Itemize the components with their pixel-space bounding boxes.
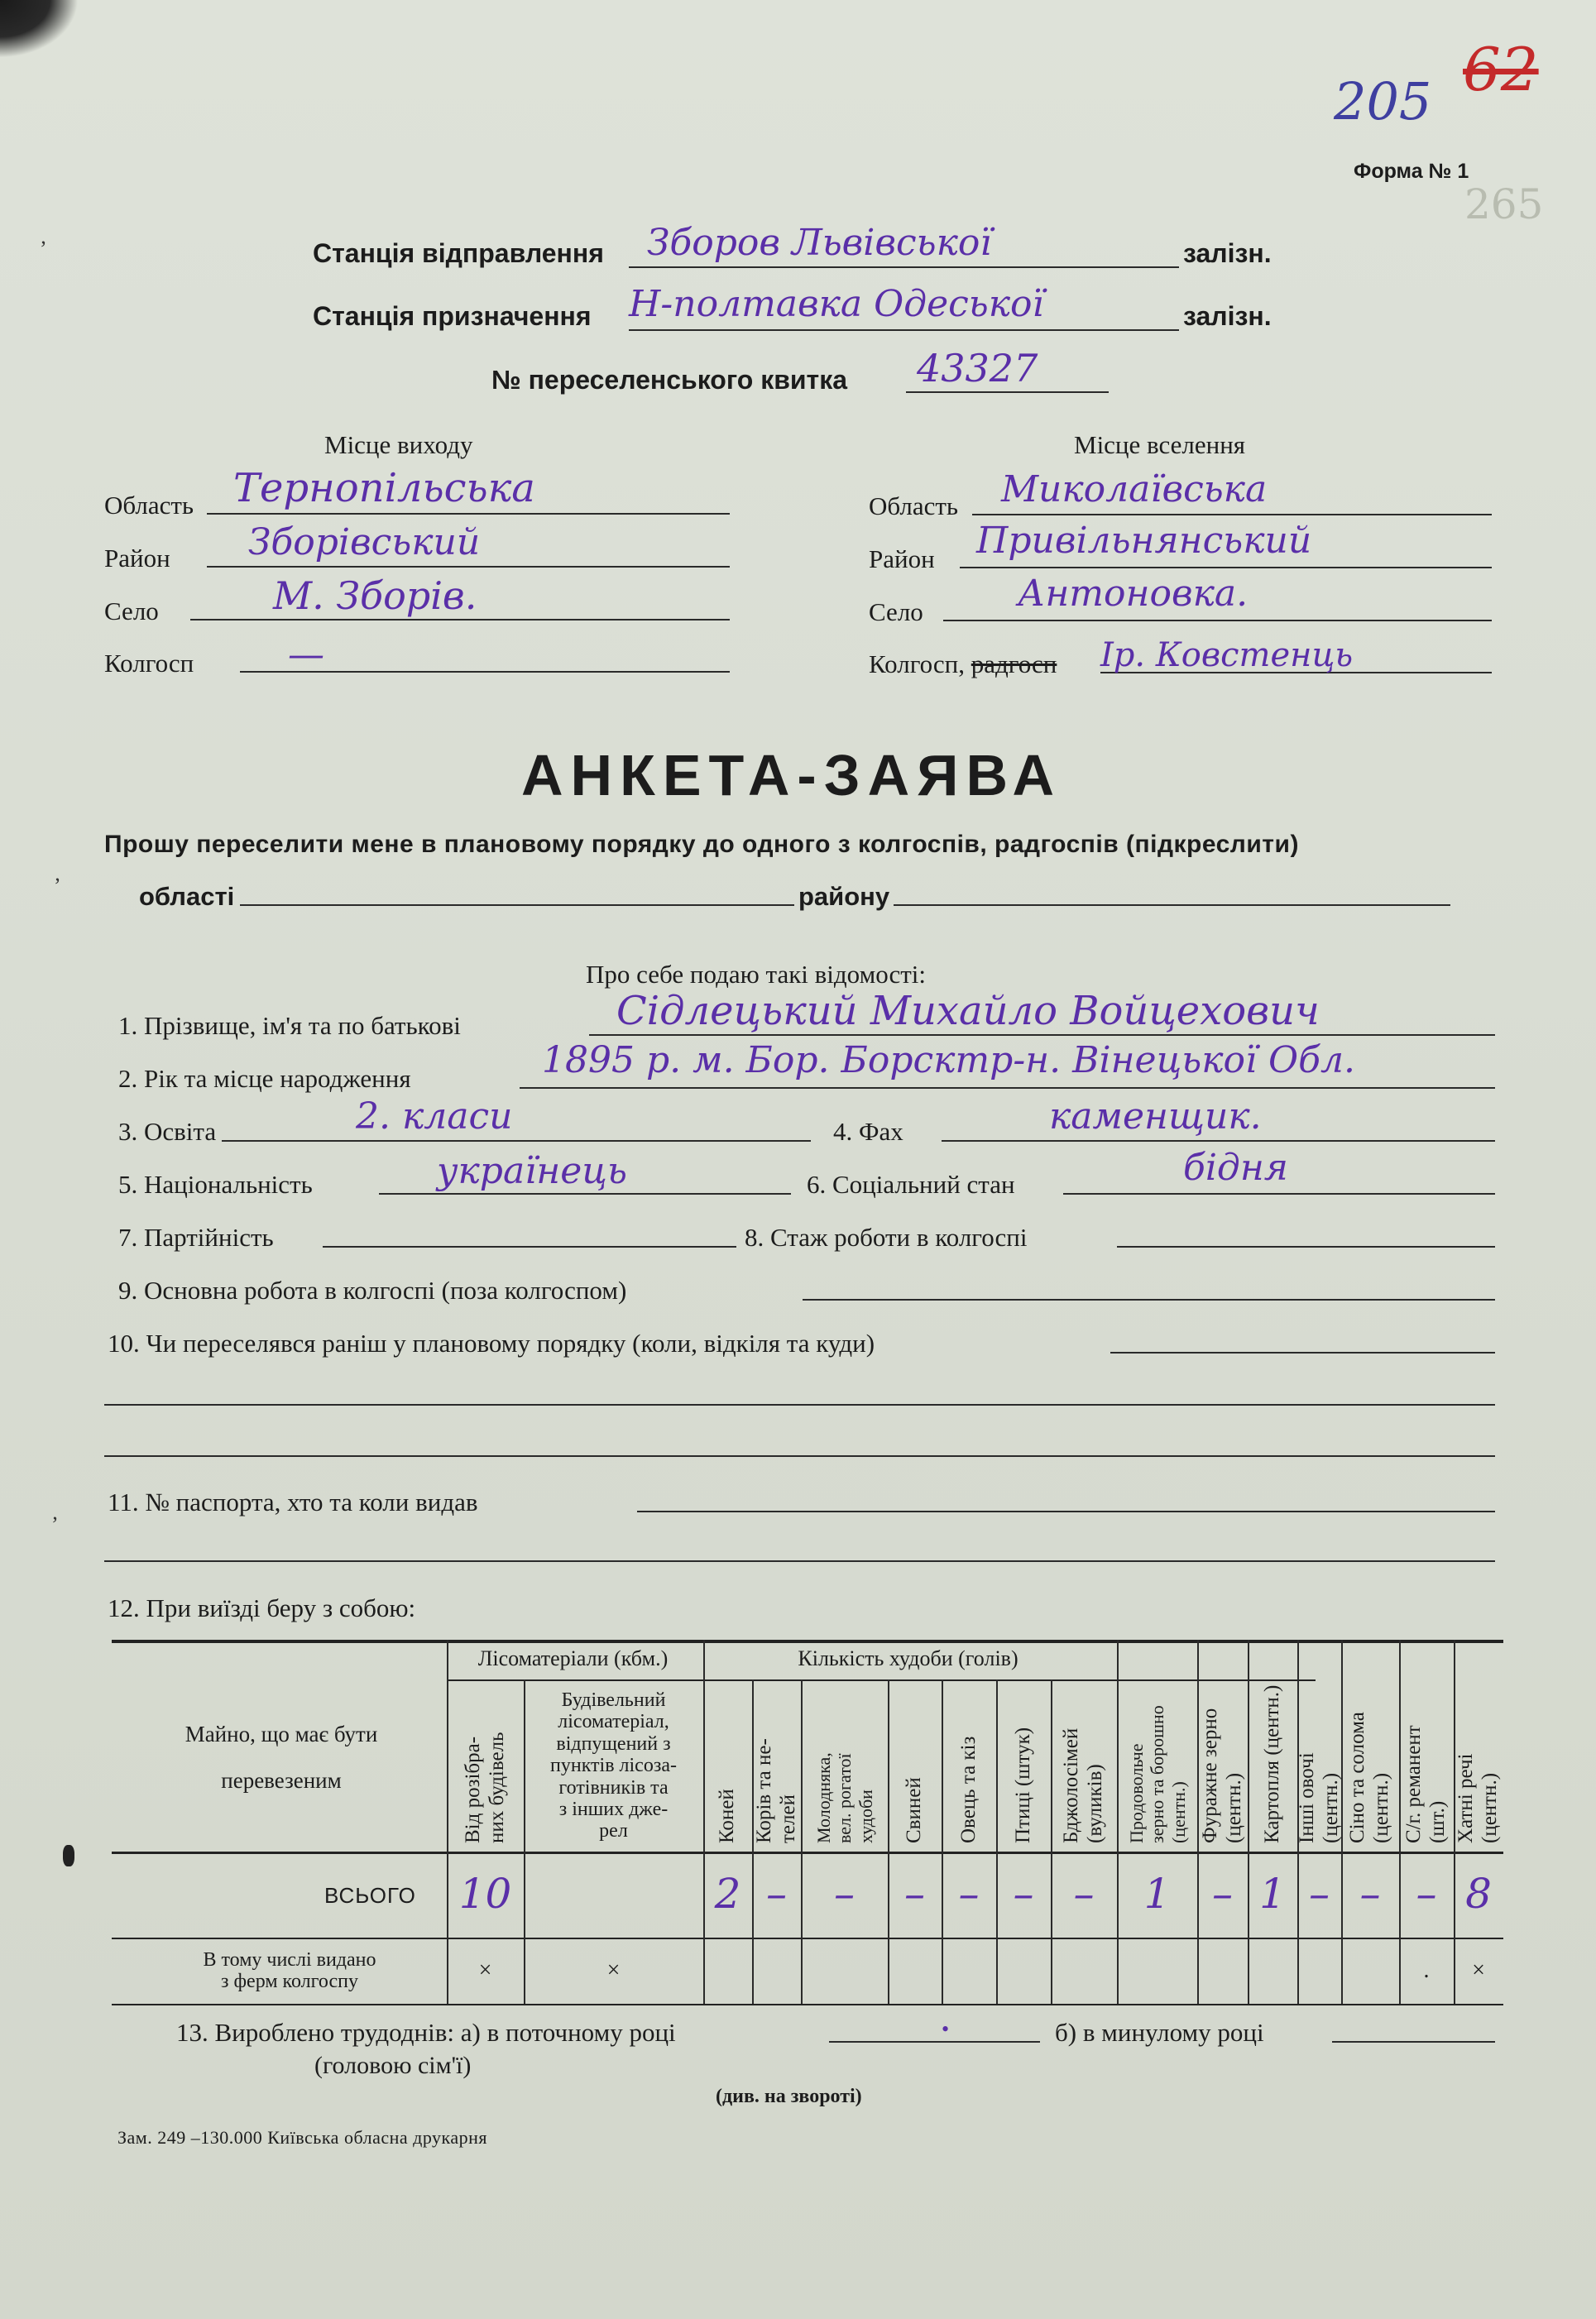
column-header-6: Свиней (903, 1777, 926, 1843)
request-raion: району (798, 882, 890, 911)
column-header-9: Бджолосімей (вуликів) (1060, 1727, 1106, 1843)
field-6-label: 6. Соціальний стан (807, 1170, 1015, 1199)
crossed-number: 62 (1463, 35, 1539, 104)
dest-raion-label: Район (869, 544, 935, 573)
dest-selo-label: Село (869, 597, 923, 626)
field-9-label: 9. Основна робота в колгоспі (поза колгоспом) (118, 1276, 627, 1305)
ticket-label: № переселенського квитка (491, 365, 848, 395)
table-grid-line (888, 1679, 889, 2004)
column-header-2: Будівельний лісоматеріал, відпущений з пунктів лісоза- готівників та з інших дже- рел (550, 1689, 677, 1842)
form-title: АНКЕТА-ЗАЯВА (521, 743, 1062, 807)
origin-kolhosp-value: — (288, 634, 324, 676)
destination-heading: Місце вселення (1074, 430, 1246, 459)
dest-kolhosp-value: Ір. Ковстенць (1100, 636, 1354, 674)
dest-kolhosp-struck: радгосп (971, 649, 1057, 678)
row-total-cell-13: – (1309, 1870, 1330, 1918)
column-header-15: С/г. реманент (шт.) (1402, 1725, 1449, 1843)
column-header-11: Фуражне зерно (центн.) (1198, 1708, 1245, 1843)
rail-suffix-2: залізн. (1183, 301, 1272, 331)
row-total-cell-7: – (958, 1870, 980, 1918)
column-header-5: Молодняка, вел. рогатої худоби (812, 1752, 876, 1843)
labor-line-a: 13. Вироблено трудоднів: а) в поточному році (176, 2018, 676, 2047)
row-total-cell-9: – (1073, 1870, 1095, 1918)
printer-info: Зам. 249 –130.000 Київська обласна друкарня (117, 2127, 488, 2148)
table-grid-line (524, 1679, 525, 2004)
dest-oblast-value: Миколаївська (1001, 468, 1268, 510)
row-total-cell-3: 2 (714, 1870, 741, 1918)
field-2-label: 2. Рік та місце народження (118, 1064, 411, 1093)
table-grid-line (1341, 1640, 1343, 2004)
ticket-value: 43327 (917, 346, 1038, 390)
row-total-cell-5: – (834, 1870, 855, 1918)
column-header-13: Інші овочі (центн.) (1295, 1752, 1342, 1843)
row-total-label: ВСЬОГО (324, 1883, 416, 1908)
request-line: Прошу переселити мене в плановому порядку до одного з колгоспів, радгоспів (підкреслити) (104, 831, 1299, 858)
rail-suffix-1: залізн. (1183, 238, 1272, 268)
origin-selo-value: М. Зборів. (273, 573, 477, 618)
column-header-14: Сіно та солома (центн.) (1346, 1712, 1392, 1843)
field-2-value: 1895 р. м. Бор. Борсктр-н. Вінецької Обл. (542, 1039, 1355, 1081)
table-grid-line (801, 1679, 803, 2004)
row-total-cell-12: 1 (1259, 1870, 1286, 1918)
departure-value: Зборов Львівської (647, 222, 992, 264)
origin-selo-label: Село (104, 597, 159, 625)
origin-oblast-label: Область (104, 491, 194, 520)
binding-mark-1: ʼ (40, 237, 47, 261)
departure-label: Станція відправлення (313, 238, 604, 268)
field-1-value: Сідлецький Михайло Войцехович (616, 988, 1320, 1034)
punch-hole-top (0, 0, 79, 58)
property-header: Майно, що має бути перевезеним (185, 1722, 378, 1793)
field-3-label: 3. Освіта (118, 1117, 217, 1146)
request-oblast: області (139, 882, 235, 911)
row-total-cell-11: – (1212, 1870, 1233, 1918)
column-header-4: Корів та не- телей (752, 1738, 799, 1843)
group-livestock-header: Кількість худоби (голів) (798, 1646, 1018, 1670)
destination-station-label: Станція призначення (313, 301, 592, 331)
table-grid-line (1454, 1640, 1455, 2004)
table-grid-line (1248, 1640, 1249, 2004)
origin-oblast-value: Тернопільська (233, 465, 535, 511)
faint-number: 265 (1464, 180, 1544, 228)
labor-line-b: б) в минулому році (1055, 2018, 1264, 2047)
table-grid-line (1197, 1640, 1199, 2004)
field-8-label: 8. Стаж роботи в колгоспі (745, 1223, 1028, 1252)
origin-raion-value: Зборівський (248, 521, 481, 563)
field-12-label: 12. При виїзді беру з собою: (108, 1593, 416, 1622)
archive-number: 205 (1334, 71, 1432, 132)
field-1-label: 1. Прізвище, ім'я та по батькові (118, 1011, 461, 1040)
group-timber-header: Лісоматеріали (кбм.) (477, 1646, 669, 1670)
row-total-cell-4: – (766, 1870, 787, 1918)
column-header-1: Від розібра- них будівель (461, 1732, 508, 1843)
dest-kolhosp-text: Колгосп, (869, 649, 971, 678)
table-grid-line (1117, 1640, 1119, 2004)
field-7-label: 7. Партійність (118, 1223, 274, 1252)
field-11-label: 11. № паспорта, хто та коли видав (108, 1488, 478, 1516)
origin-heading: Місце виходу (324, 430, 473, 459)
row-farm-cell-15: . (1423, 1957, 1430, 1983)
table-grid-line (752, 1679, 754, 2004)
field-4-label: 4. Фах (833, 1117, 903, 1146)
dest-kolhosp-label (869, 651, 1057, 677)
table-grid-line (1051, 1679, 1052, 2004)
info-heading: Про себе подаю такі відомості: (586, 960, 927, 989)
origin-kolhosp-label: Колгосп (104, 649, 194, 678)
origin-raion-label: Район (104, 544, 170, 573)
column-header-16: Хатні речі (центн.) (1455, 1753, 1501, 1843)
row-total-cell-1: 10 (458, 1870, 512, 1918)
row-farm-cell-16: × (1472, 1957, 1485, 1983)
dest-raion-value: Привільнянський (976, 520, 1312, 562)
binding-mark-3: ʼ (51, 1512, 59, 1536)
form-number: Форма № 1 (1354, 160, 1469, 183)
column-header-10: Продовольче зерно та борошно (центн.) (1125, 1705, 1189, 1843)
row-farm-label: В тому числі видано з ферм колгоспу (203, 1949, 376, 1993)
row-total-cell-14: – (1359, 1870, 1381, 1918)
field-10-label: 10. Чи переселявся раніш у плановому порядку (коли, відкіля та куди) (108, 1329, 875, 1358)
row-farm-cell-1: × (478, 1957, 492, 1983)
labor-dot: • (942, 2017, 950, 2041)
destination-station-value: Н-полтавка Одеської (629, 283, 1044, 325)
row-total-cell-8: – (1013, 1870, 1034, 1918)
row-total-cell-15: – (1416, 1870, 1437, 1918)
labor-sub: (головою сім'ї) (314, 2052, 472, 2079)
column-header-3: Коней (716, 1789, 739, 1843)
see-reverse: (див. на звороті) (716, 2086, 862, 2107)
dest-selo-value: Антоновка. (1018, 573, 1249, 615)
table-grid-line (942, 1679, 943, 2004)
row-farm-cell-2: × (606, 1957, 621, 1983)
field-4-value: каменщик. (1049, 1095, 1262, 1138)
field-6-value: бідня (1183, 1147, 1288, 1189)
table-grid-line (996, 1679, 998, 2004)
row-total-cell-6: – (904, 1870, 925, 1918)
column-header-7: Овець та кіз (956, 1736, 980, 1843)
field-5-label: 5. Національність (118, 1170, 313, 1199)
column-header-8: Птиці (штук) (1011, 1727, 1034, 1843)
dest-oblast-label: Область (869, 491, 959, 520)
binding-mark-4 (63, 1845, 74, 1866)
column-header-12: Картопля (центн.) (1260, 1684, 1283, 1843)
binding-mark-2: ʼ (54, 874, 61, 898)
table-grid-line (447, 1640, 448, 2004)
table-grid-line (1399, 1640, 1401, 2004)
field-5-value: українець (437, 1150, 627, 1192)
row-total-cell-10: 1 (1143, 1870, 1171, 1918)
row-total-cell-16: 8 (1465, 1870, 1492, 1918)
table-grid-line (1297, 1640, 1299, 2004)
field-3-value: 2. класи (356, 1095, 513, 1138)
table-grid-line (703, 1640, 705, 2004)
